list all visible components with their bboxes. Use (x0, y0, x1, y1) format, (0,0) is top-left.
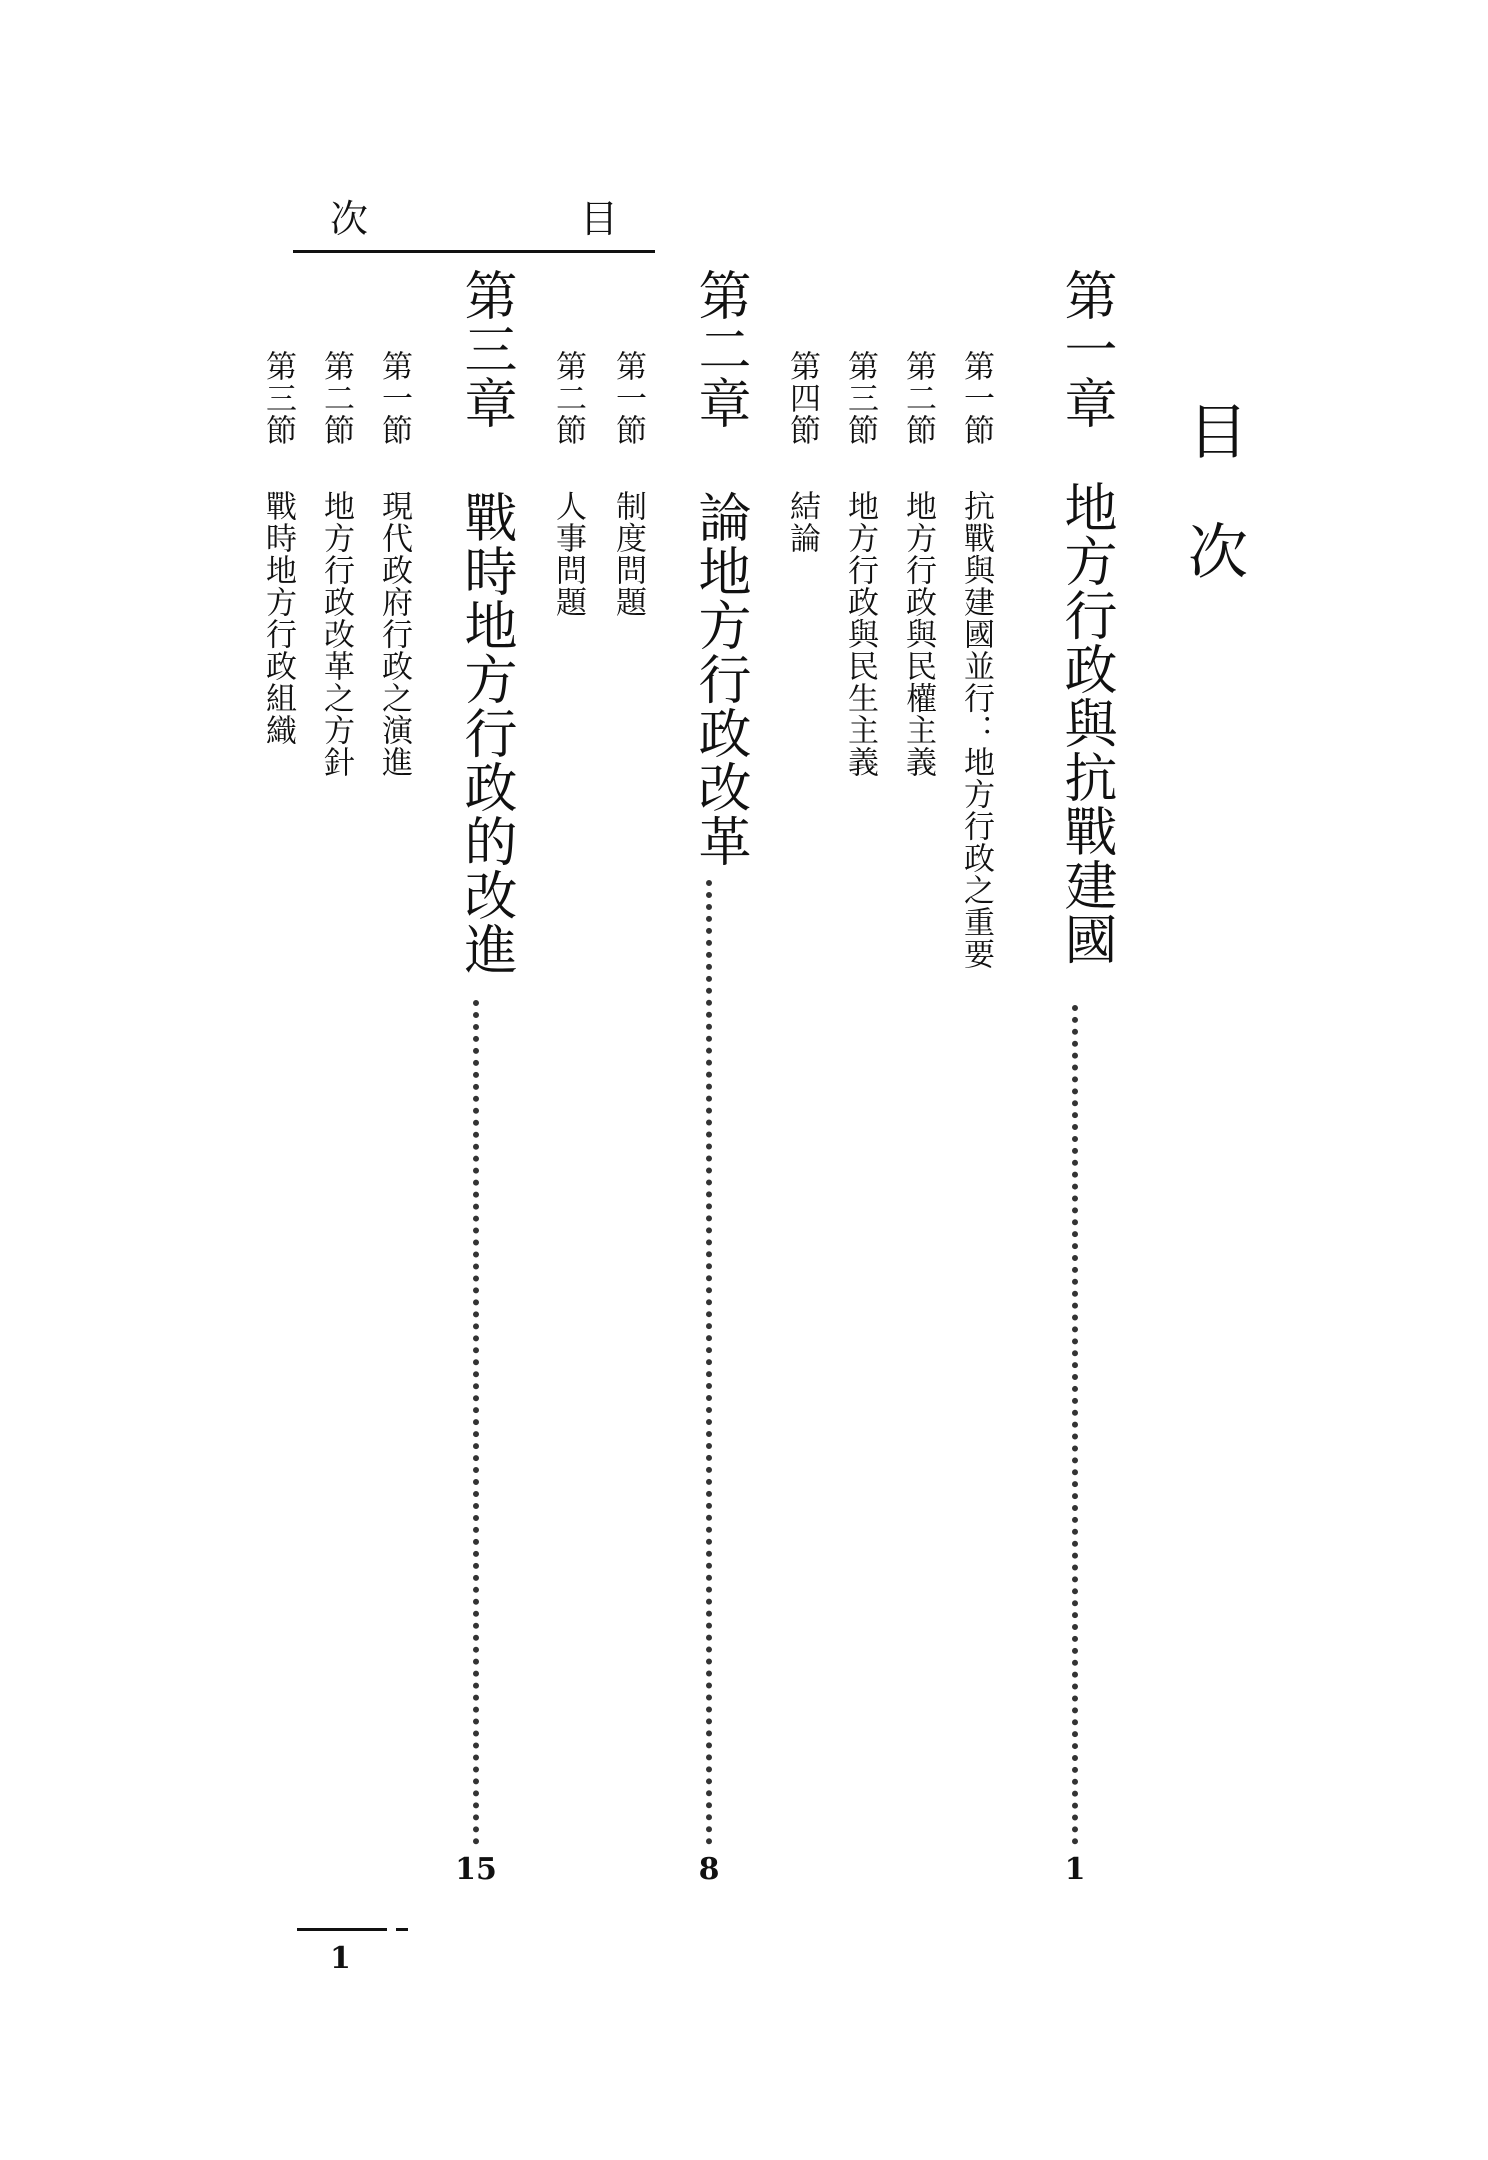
chapter-1-title: 地方行政與抗戰建國 (1056, 480, 1117, 966)
footer-rule (297, 1928, 387, 1931)
header-rule (293, 250, 655, 253)
chapter-1-leader (1072, 1005, 1078, 1845)
chapter-1-section-3-number: 第三節 (842, 350, 878, 446)
footer-page-number: 1 (330, 1941, 351, 1976)
chapter-1-section-3-title: 地方行政與民生主義 (842, 490, 878, 778)
footer-dash (396, 1928, 408, 1931)
chapter-2-section-2-number: 第二節 (550, 350, 586, 446)
chapter-3-page-number: 15 (455, 1852, 497, 1887)
chapter-3-section-1-number: 第一節 (376, 350, 412, 446)
chapter-2-section-1-number: 第一節 (610, 350, 646, 446)
chapter-2-section-1-title: 制度問題 (610, 490, 646, 618)
chapter-1-section-2-number: 第二節 (900, 350, 936, 446)
chapter-3-section-2-number: 第二節 (318, 350, 354, 446)
chapter-3-number: 第三章 (456, 268, 517, 430)
running-header-char-1: 次 (330, 197, 369, 241)
chapter-3-section-2-title: 地方行政改革之方針 (318, 490, 354, 778)
chapter-1-section-1-title: 抗戰與建國並行：地方行政之重要 (958, 490, 994, 970)
chapter-1-number: 第一章 (1056, 268, 1117, 430)
chapter-1-section-4-title: 結論 (784, 490, 820, 554)
chapter-2-section-2-title: 人事問題 (550, 490, 586, 618)
chapter-2-number: 第二章 (690, 268, 751, 430)
chapter-3-section-1-title: 現代政府行政之演進 (376, 490, 412, 778)
chapter-2-leader (706, 880, 712, 1845)
chapter-3-leader (473, 1000, 479, 1845)
chapter-1-section-2-title: 地方行政與民權主義 (900, 490, 936, 778)
chapter-3-title: 戰時地方行政的改進 (456, 490, 517, 976)
chapter-2-title: 論地方行政改革 (690, 490, 751, 868)
chapter-1-section-1-number: 第一節 (958, 350, 994, 446)
chapter-3-section-3-number: 第三節 (260, 350, 296, 446)
chapter-1-section-4-number: 第四節 (784, 350, 820, 446)
page-title: 目次 (1178, 400, 1248, 640)
chapter-1-page-number: 1 (1064, 1852, 1086, 1887)
chapter-2-page-number: 8 (698, 1852, 720, 1887)
running-header-char-2: 目 (580, 197, 619, 241)
chapter-3-section-3-title: 戰時地方行政組織 (260, 490, 296, 746)
